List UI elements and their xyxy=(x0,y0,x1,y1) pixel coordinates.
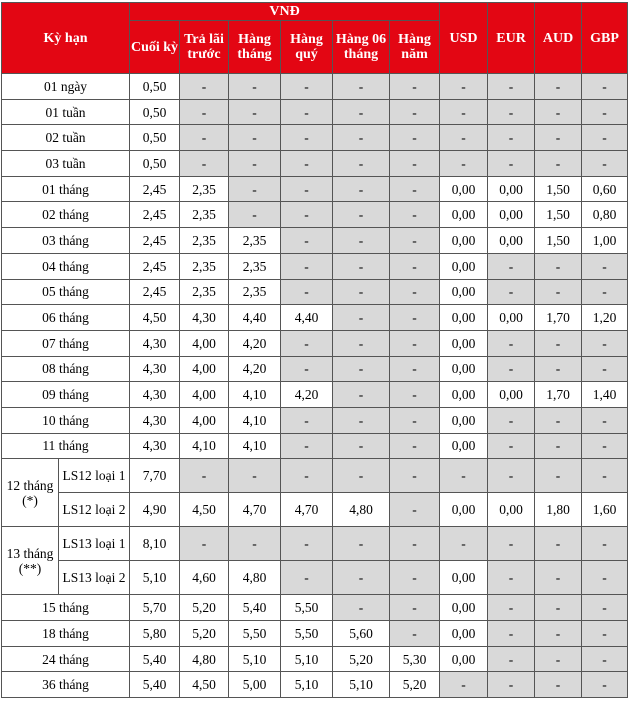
term-group-note: (*) xyxy=(22,492,38,508)
rate-cell: - xyxy=(281,228,333,254)
rate-cell: - xyxy=(390,125,440,151)
rate-cell: - xyxy=(333,382,390,408)
rate-cell: 2,35 xyxy=(229,228,281,254)
rate-cell: 0,00 xyxy=(440,621,488,647)
rate-cell: 5,20 xyxy=(333,646,390,672)
rate-cell: 4,60 xyxy=(180,561,229,595)
rate-cell: - xyxy=(281,356,333,382)
header-hang-thang: Hàng tháng xyxy=(229,21,281,74)
rate-cell: - xyxy=(333,527,390,561)
rate-cell: - xyxy=(488,621,535,647)
rate-cell: 0,00 xyxy=(440,176,488,202)
rate-cell: 4,00 xyxy=(180,382,229,408)
table-row xyxy=(2,527,628,561)
rate-cell: - xyxy=(333,74,390,100)
table-row xyxy=(2,459,628,493)
rate-cell: - xyxy=(281,253,333,279)
term-label: 04 tháng xyxy=(2,253,130,279)
rate-cell: 2,35 xyxy=(180,253,229,279)
header-hang-nam: Hàng năm xyxy=(390,21,440,74)
rate-cell: 2,35 xyxy=(229,279,281,305)
rate-cell: - xyxy=(281,459,333,493)
table-row xyxy=(2,253,628,279)
table-row xyxy=(2,493,628,527)
term-label: 11 tháng xyxy=(2,433,130,459)
term-label: 02 tháng xyxy=(2,202,130,228)
term-label: 18 tháng xyxy=(2,621,130,647)
rate-cell: - xyxy=(535,527,582,561)
rate-cell: 4,20 xyxy=(229,330,281,356)
table-row xyxy=(2,305,628,331)
rate-cell: - xyxy=(440,459,488,493)
rate-cell: 4,50 xyxy=(180,672,229,698)
rate-cell: 2,45 xyxy=(130,279,180,305)
rate-cell: - xyxy=(333,125,390,151)
rate-cell: 5,60 xyxy=(333,621,390,647)
rate-cell: - xyxy=(440,151,488,177)
rate-cell: - xyxy=(281,407,333,433)
rate-cell: - xyxy=(488,125,535,151)
rate-cell: 1,50 xyxy=(535,176,582,202)
rate-cell: 4,10 xyxy=(229,407,281,433)
rate-cell: - xyxy=(488,595,535,621)
rate-cell: - xyxy=(180,99,229,125)
rate-cell: - xyxy=(229,202,281,228)
rate-cell: 4,80 xyxy=(180,646,229,672)
rate-cell: - xyxy=(582,74,628,100)
rate-cell: 1,60 xyxy=(582,493,628,527)
rate-cell: 0,00 xyxy=(440,561,488,595)
sub-term-label: LS12 loại 2 xyxy=(59,493,130,527)
rate-cell: - xyxy=(582,279,628,305)
rate-cell: 0,00 xyxy=(488,228,535,254)
rate-cell: - xyxy=(180,527,229,561)
sub-term-label: LS13 loại 2 xyxy=(59,561,130,595)
rate-cell: 2,35 xyxy=(229,253,281,279)
rate-cell: - xyxy=(488,356,535,382)
rate-cell: - xyxy=(582,595,628,621)
rate-cell: - xyxy=(582,433,628,459)
rate-cell: 5,10 xyxy=(229,646,281,672)
rate-cell: 1,80 xyxy=(535,493,582,527)
term-group-label xyxy=(2,527,59,595)
rate-cell: - xyxy=(488,646,535,672)
rate-cell: - xyxy=(390,459,440,493)
rate-cell: - xyxy=(333,99,390,125)
rate-cell: - xyxy=(488,151,535,177)
term-group-name: 12 tháng xyxy=(6,477,54,493)
rate-cell: 5,40 xyxy=(130,646,180,672)
table-row xyxy=(2,74,628,100)
rate-cell: 5,10 xyxy=(130,561,180,595)
rate-cell: 7,70 xyxy=(130,459,180,493)
rate-cell: - xyxy=(535,459,582,493)
rate-cell: 5,10 xyxy=(333,672,390,698)
rate-cell: - xyxy=(229,151,281,177)
rate-cell: 4,90 xyxy=(130,493,180,527)
header-eur: EUR xyxy=(488,3,535,74)
rate-cell: - xyxy=(535,595,582,621)
rate-cell: - xyxy=(333,330,390,356)
header-gbp: GBP xyxy=(582,3,628,74)
rate-cell: 0,00 xyxy=(440,433,488,459)
rate-cell: 2,35 xyxy=(180,176,229,202)
rate-cell: - xyxy=(535,621,582,647)
rate-cell: - xyxy=(535,74,582,100)
rate-cell: 0,00 xyxy=(488,493,535,527)
rate-cell: 4,70 xyxy=(229,493,281,527)
rate-cell: - xyxy=(333,595,390,621)
rate-cell: - xyxy=(488,330,535,356)
rate-cell: 5,30 xyxy=(390,646,440,672)
table-row xyxy=(2,202,628,228)
term-label: 05 tháng xyxy=(2,279,130,305)
rate-cell: 0,00 xyxy=(440,356,488,382)
rate-cell: - xyxy=(488,433,535,459)
table-row xyxy=(2,646,628,672)
rate-cell: 4,30 xyxy=(130,407,180,433)
rate-cell: 4,00 xyxy=(180,356,229,382)
rate-cell: 5,40 xyxy=(229,595,281,621)
rate-cell: 4,20 xyxy=(281,382,333,408)
rate-cell: - xyxy=(281,151,333,177)
rate-cell: 5,50 xyxy=(281,595,333,621)
rate-cell: 0,80 xyxy=(582,202,628,228)
rate-cell: - xyxy=(281,99,333,125)
rate-cell: 5,70 xyxy=(130,595,180,621)
term-label: 09 tháng xyxy=(2,382,130,408)
rate-cell: - xyxy=(582,99,628,125)
rate-cell: 5,20 xyxy=(180,621,229,647)
rate-cell: 0,00 xyxy=(440,330,488,356)
rate-cell: - xyxy=(535,433,582,459)
rate-cell: 4,00 xyxy=(180,330,229,356)
rate-cell: - xyxy=(488,561,535,595)
rate-cell: - xyxy=(333,151,390,177)
rate-cell: 0,00 xyxy=(440,279,488,305)
rate-cell: 5,20 xyxy=(390,672,440,698)
term-label: 01 tuần xyxy=(2,99,130,125)
table-row xyxy=(2,561,628,595)
rate-cell: - xyxy=(390,151,440,177)
rate-cell: - xyxy=(535,561,582,595)
rate-cell: - xyxy=(390,305,440,331)
rate-cell: 4,30 xyxy=(130,330,180,356)
rate-cell: - xyxy=(390,202,440,228)
rate-cell: 4,30 xyxy=(180,305,229,331)
rate-cell: 4,80 xyxy=(333,493,390,527)
rate-cell: - xyxy=(333,228,390,254)
rate-cell: 0,00 xyxy=(440,407,488,433)
header-hang-quy: Hàng quý xyxy=(281,21,333,74)
rate-cell: 5,10 xyxy=(281,646,333,672)
rate-cell: - xyxy=(333,433,390,459)
rate-cell: - xyxy=(390,433,440,459)
rate-cell: 5,50 xyxy=(229,621,281,647)
rate-cell: 0,00 xyxy=(440,493,488,527)
rate-cell: 0,00 xyxy=(488,202,535,228)
rate-cell: 4,40 xyxy=(281,305,333,331)
table-row xyxy=(2,228,628,254)
rate-cell: - xyxy=(333,176,390,202)
table-row xyxy=(2,356,628,382)
rate-cell: - xyxy=(229,527,281,561)
rate-cell: 0,50 xyxy=(130,151,180,177)
rate-cell: - xyxy=(390,253,440,279)
term-label: 08 tháng xyxy=(2,356,130,382)
rate-cell: - xyxy=(333,561,390,595)
rate-cell: 2,35 xyxy=(180,279,229,305)
rate-cell: - xyxy=(229,176,281,202)
rate-cell: - xyxy=(488,99,535,125)
rate-cell: 0,00 xyxy=(488,382,535,408)
term-group-name: 13 tháng xyxy=(6,545,54,561)
rate-cell: - xyxy=(488,407,535,433)
rate-cell: 0,50 xyxy=(130,74,180,100)
rate-cell: - xyxy=(440,527,488,561)
rate-cell: 8,10 xyxy=(130,527,180,561)
rate-cell: - xyxy=(535,151,582,177)
table-row xyxy=(2,151,628,177)
rate-cell: - xyxy=(281,74,333,100)
rate-cell: 2,45 xyxy=(130,253,180,279)
interest-rate-table xyxy=(1,2,628,698)
rate-cell: - xyxy=(582,330,628,356)
rate-cell: - xyxy=(281,125,333,151)
rate-cell: 4,50 xyxy=(180,493,229,527)
rate-cell: - xyxy=(390,407,440,433)
rate-cell: 0,00 xyxy=(440,253,488,279)
rate-cell: - xyxy=(281,527,333,561)
rate-cell: 4,70 xyxy=(281,493,333,527)
rate-cell: 4,10 xyxy=(180,433,229,459)
rate-cell: 4,40 xyxy=(229,305,281,331)
rate-cell: - xyxy=(180,125,229,151)
rate-cell: 1,50 xyxy=(535,202,582,228)
header-term: Kỳ hạn xyxy=(2,3,130,74)
header-aud: AUD xyxy=(535,3,582,74)
rate-cell: - xyxy=(535,356,582,382)
rate-cell: 5,80 xyxy=(130,621,180,647)
rate-cell: 4,20 xyxy=(229,356,281,382)
rate-cell: - xyxy=(440,672,488,698)
rate-cell: 0,00 xyxy=(440,646,488,672)
rate-cell: - xyxy=(488,74,535,100)
rate-cell: - xyxy=(535,407,582,433)
sub-term-label: LS12 loại 1 xyxy=(59,459,130,493)
rate-cell: - xyxy=(333,356,390,382)
rate-cell: 2,35 xyxy=(180,202,229,228)
rate-cell: 4,10 xyxy=(229,433,281,459)
rate-cell: - xyxy=(281,279,333,305)
rate-cell: - xyxy=(440,99,488,125)
header-vnd: VNĐ xyxy=(130,3,440,21)
sub-term-label: LS13 loại 1 xyxy=(59,527,130,561)
table-body xyxy=(2,74,628,698)
term-label: 03 tuần xyxy=(2,151,130,177)
rate-cell: - xyxy=(281,176,333,202)
rate-cell: 0,00 xyxy=(488,305,535,331)
rate-cell: 1,70 xyxy=(535,305,582,331)
rate-cell: - xyxy=(582,151,628,177)
rate-cell: 5,00 xyxy=(229,672,281,698)
rate-cell: - xyxy=(535,646,582,672)
rate-cell: - xyxy=(488,459,535,493)
rate-cell: - xyxy=(582,253,628,279)
rate-cell: - xyxy=(535,125,582,151)
rate-cell: - xyxy=(333,459,390,493)
rate-cell: - xyxy=(488,253,535,279)
rate-cell: - xyxy=(582,561,628,595)
rate-cell: 1,70 xyxy=(535,382,582,408)
rate-cell: 4,30 xyxy=(130,382,180,408)
rate-cell: - xyxy=(333,407,390,433)
header-hang-06-thang: Hàng 06 tháng xyxy=(333,21,390,74)
rate-cell: 2,45 xyxy=(130,202,180,228)
rate-cell: - xyxy=(535,330,582,356)
rate-cell: - xyxy=(229,459,281,493)
rate-cell: - xyxy=(488,527,535,561)
rate-cell: - xyxy=(281,202,333,228)
rate-cell: 0,00 xyxy=(440,305,488,331)
rate-cell: - xyxy=(582,356,628,382)
rate-cell: - xyxy=(390,561,440,595)
rate-cell: - xyxy=(390,228,440,254)
rate-cell: - xyxy=(582,672,628,698)
rate-cell: - xyxy=(488,279,535,305)
rate-cell: - xyxy=(390,99,440,125)
rate-cell: - xyxy=(390,382,440,408)
rate-cell: 0,00 xyxy=(440,202,488,228)
rate-cell: 0,60 xyxy=(582,176,628,202)
rate-cell: - xyxy=(488,672,535,698)
rate-cell: - xyxy=(582,407,628,433)
rate-cell: 0,50 xyxy=(130,125,180,151)
rate-cell: 4,50 xyxy=(130,305,180,331)
header-usd: USD xyxy=(440,3,488,74)
rate-cell: 2,45 xyxy=(130,228,180,254)
rate-cell: 4,30 xyxy=(130,433,180,459)
rate-cell: 1,50 xyxy=(535,228,582,254)
table-row xyxy=(2,407,628,433)
rate-cell: - xyxy=(333,253,390,279)
rate-cell: 5,50 xyxy=(281,621,333,647)
rate-cell: - xyxy=(440,125,488,151)
rate-cell: - xyxy=(535,253,582,279)
table-row xyxy=(2,279,628,305)
term-label: 24 tháng xyxy=(2,646,130,672)
rate-cell: - xyxy=(535,672,582,698)
rate-cell: - xyxy=(535,99,582,125)
rate-cell: - xyxy=(180,151,229,177)
rate-cell: 0,50 xyxy=(130,99,180,125)
header-tra-lai-truoc: Trả lãi trước xyxy=(180,21,229,74)
rate-cell: 5,10 xyxy=(281,672,333,698)
rate-cell: 2,45 xyxy=(130,176,180,202)
rate-cell: 0,00 xyxy=(440,595,488,621)
rate-cell: - xyxy=(582,621,628,647)
term-label: 10 tháng xyxy=(2,407,130,433)
term-group-label xyxy=(2,459,59,527)
rate-cell: 2,35 xyxy=(180,228,229,254)
rate-cell: - xyxy=(440,74,488,100)
rate-cell: - xyxy=(180,74,229,100)
rate-cell: - xyxy=(582,125,628,151)
term-label: 01 tháng xyxy=(2,176,130,202)
rate-cell: - xyxy=(281,433,333,459)
rate-cell: 1,00 xyxy=(582,228,628,254)
table-row xyxy=(2,176,628,202)
rate-cell: 5,20 xyxy=(180,595,229,621)
rate-cell: - xyxy=(333,279,390,305)
rate-cell: - xyxy=(180,459,229,493)
rate-cell: - xyxy=(582,527,628,561)
term-label: 06 tháng xyxy=(2,305,130,331)
rate-cell: - xyxy=(390,279,440,305)
table-row xyxy=(2,433,628,459)
table-row xyxy=(2,99,628,125)
rate-cell: - xyxy=(582,459,628,493)
term-label: 01 ngày xyxy=(2,74,130,100)
rate-cell: - xyxy=(229,99,281,125)
rate-cell: 4,30 xyxy=(130,356,180,382)
term-group-note: (**) xyxy=(18,560,42,576)
rate-cell: 5,40 xyxy=(130,672,180,698)
rate-cell: - xyxy=(333,305,390,331)
term-label: 07 tháng xyxy=(2,330,130,356)
rate-cell: - xyxy=(281,330,333,356)
rate-cell: 0,00 xyxy=(488,176,535,202)
rate-cell: - xyxy=(390,330,440,356)
rate-cell: 4,80 xyxy=(229,561,281,595)
rate-cell: - xyxy=(390,493,440,527)
table-row xyxy=(2,330,628,356)
rate-cell: - xyxy=(229,125,281,151)
header-cuoi-ky: Cuối kỳ xyxy=(130,21,180,74)
rate-cell: 4,00 xyxy=(180,407,229,433)
table-row xyxy=(2,672,628,698)
rate-cell: - xyxy=(390,621,440,647)
rate-cell: - xyxy=(390,74,440,100)
term-label: 03 tháng xyxy=(2,228,130,254)
rate-cell: - xyxy=(535,279,582,305)
rate-cell: 0,00 xyxy=(440,228,488,254)
rate-cell: - xyxy=(390,356,440,382)
table-row xyxy=(2,621,628,647)
rate-cell: - xyxy=(281,561,333,595)
table-row xyxy=(2,125,628,151)
rate-cell: - xyxy=(390,595,440,621)
rate-cell: - xyxy=(390,176,440,202)
rate-cell: 0,00 xyxy=(440,382,488,408)
term-label: 36 tháng xyxy=(2,672,130,698)
table-row xyxy=(2,595,628,621)
term-label: 02 tuần xyxy=(2,125,130,151)
rate-cell: 1,20 xyxy=(582,305,628,331)
rate-cell: - xyxy=(390,527,440,561)
rate-cell: - xyxy=(333,202,390,228)
term-label: 15 tháng xyxy=(2,595,130,621)
rate-cell: - xyxy=(229,74,281,100)
table-header xyxy=(2,3,628,74)
rate-cell: - xyxy=(582,646,628,672)
rate-cell: 1,40 xyxy=(582,382,628,408)
table-row xyxy=(2,382,628,408)
rate-cell: 4,10 xyxy=(229,382,281,408)
